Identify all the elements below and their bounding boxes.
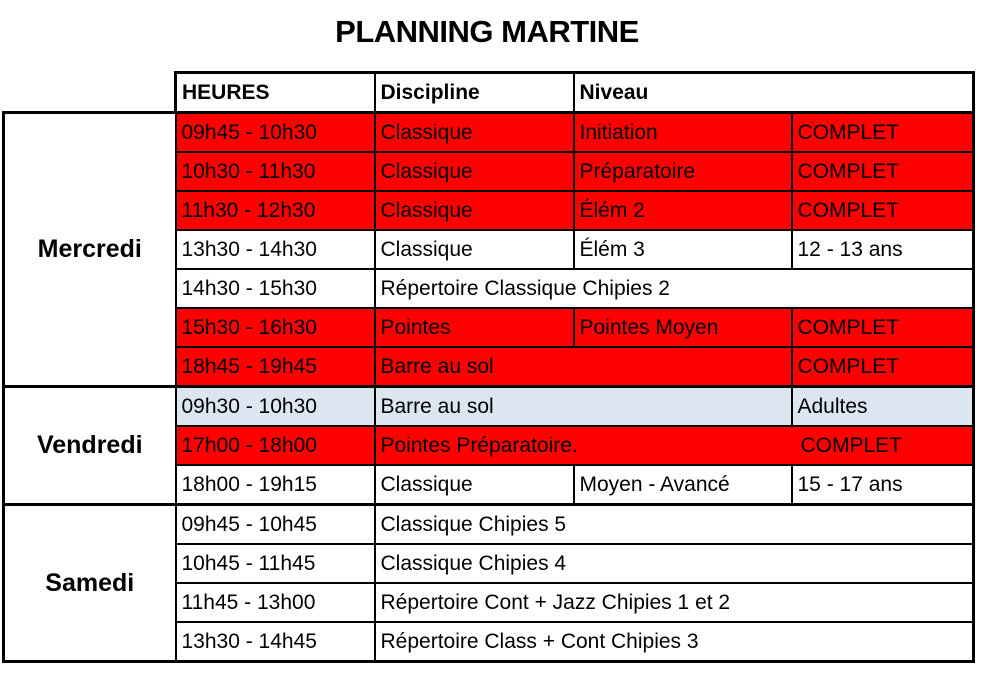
discipline-cell: Barre au sol: [375, 347, 792, 387]
table-row: [4, 505, 974, 545]
course-cell: Répertoire Cont + Jazz Chipies 1 et 2: [375, 583, 974, 622]
time-cell: 17h00 - 18h00: [176, 426, 375, 465]
time-cell: 11h30 - 12h30: [176, 191, 375, 230]
time-cell: 18h00 - 19h15: [176, 465, 375, 505]
time-cell: 13h30 - 14h45: [176, 622, 375, 662]
time-cell: 14h30 - 15h30: [176, 269, 375, 308]
niveau-cell: Initiation: [574, 113, 792, 153]
day-cell-vendredi: Vendredi: [4, 387, 176, 505]
course-cell: Répertoire Classique Chipies 2: [375, 269, 974, 308]
time-cell: 09h45 - 10h45: [176, 505, 375, 545]
time-cell: 13h30 - 14h30: [176, 230, 375, 269]
day-cell-samedi: Samedi: [4, 505, 176, 662]
day-cell-mercredi: Mercredi: [4, 113, 176, 387]
status-cell: COMPLET: [792, 113, 974, 153]
niveau-cell: Pointes Moyen: [574, 308, 792, 347]
header-spacer: [4, 73, 176, 113]
niveau-cell: Élém 2: [574, 191, 792, 230]
status-cell: COMPLET: [792, 152, 974, 191]
col-header-niveau: Niveau: [574, 73, 974, 113]
table-row: [4, 113, 974, 153]
time-cell: 10h45 - 11h45: [176, 544, 375, 583]
status-label: COMPLET: [800, 433, 902, 457]
discipline-cell: Classique: [375, 191, 574, 230]
course-cell: [375, 426, 974, 465]
niveau-cell: Moyen - Avancé: [574, 465, 792, 505]
status-cell: COMPLET: [792, 347, 974, 387]
discipline-cell: Barre au sol: [375, 387, 792, 427]
time-cell: 09h30 - 10h30: [176, 387, 375, 427]
header-row: [4, 73, 974, 113]
table-row: [4, 387, 974, 427]
discipline-cell: Classique: [375, 230, 574, 269]
age-cell: 12 - 13 ans: [792, 230, 974, 269]
planning-table: [2, 71, 975, 663]
niveau-cell: Préparatoire: [574, 152, 792, 191]
time-cell: 18h45 - 19h45: [176, 347, 375, 387]
status-cell: COMPLET: [792, 191, 974, 230]
col-header-discipline: Discipline: [375, 73, 574, 113]
discipline-cell: Classique: [375, 113, 574, 153]
col-header-heures: HEURES: [176, 73, 375, 113]
discipline-cell: Classique: [375, 465, 574, 505]
niveau-cell: Adultes: [792, 387, 974, 427]
time-cell: 15h30 - 16h30: [176, 308, 375, 347]
time-cell: 10h30 - 11h30: [176, 152, 375, 191]
course-cell: Répertoire Class + Cont Chipies 3: [375, 622, 974, 662]
time-cell: 11h45 - 13h00: [176, 583, 375, 622]
age-cell: 15 - 17 ans: [792, 465, 974, 505]
page-title: PLANNING MARTINE: [335, 14, 639, 49]
status-cell: COMPLET: [792, 308, 974, 347]
course-cell: Classique Chipies 4: [375, 544, 974, 583]
time-cell: 09h45 - 10h30: [176, 113, 375, 153]
course-label: Pointes Préparatoire.: [380, 433, 578, 457]
discipline-cell: Classique: [375, 152, 574, 191]
niveau-cell: Élém 3: [574, 230, 792, 269]
course-cell: Classique Chipies 5: [375, 505, 974, 545]
discipline-cell: Pointes: [375, 308, 574, 347]
